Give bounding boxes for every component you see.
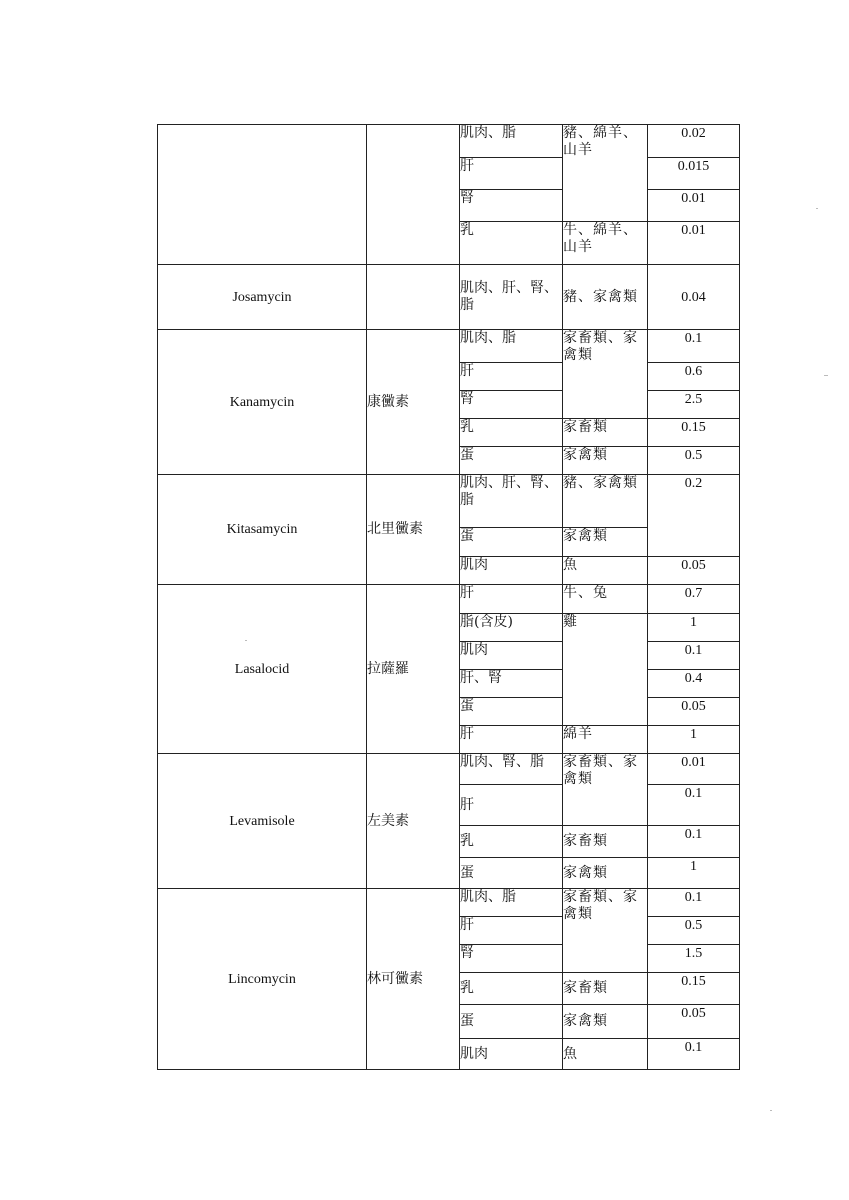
drug-name-cell: Kanamycin bbox=[158, 330, 367, 475]
species-cell: 綿羊 bbox=[563, 726, 648, 754]
tissue-cell: 肌肉、脂 bbox=[460, 889, 563, 917]
drug-name-cell: Josamycin bbox=[158, 265, 367, 330]
mrl-cell: 0.05 bbox=[648, 557, 740, 585]
mrl-cell: 2.5 bbox=[648, 391, 740, 419]
table-row bbox=[158, 754, 740, 785]
mrl-cell: 0.5 bbox=[648, 917, 740, 945]
species-cell: 家禽類 bbox=[563, 447, 648, 475]
tissue-cell: 肝 bbox=[460, 158, 563, 190]
species-cell: 家畜類、家禽類 bbox=[563, 754, 648, 826]
drug-chinese-cell: 康黴素 bbox=[367, 330, 460, 475]
tissue-cell: 乳 bbox=[460, 973, 563, 1005]
species-cell: 牛、綿羊、山羊 bbox=[563, 222, 648, 265]
drug-chinese-cell: 左美素 bbox=[367, 754, 460, 889]
drug-chinese-cell: 北里黴素 bbox=[367, 475, 460, 585]
mrl-cell: 0.6 bbox=[648, 363, 740, 391]
mrl-cell: 0.1 bbox=[648, 889, 740, 917]
table-row bbox=[158, 330, 740, 363]
tissue-cell: 蛋 bbox=[460, 858, 563, 889]
tissue-cell: 乳 bbox=[460, 826, 563, 858]
table-row bbox=[158, 125, 740, 158]
scan-speck bbox=[824, 375, 828, 376]
tissue-cell: 蛋 bbox=[460, 1005, 563, 1039]
mrl-cell: 0.01 bbox=[648, 222, 740, 265]
mrl-cell: 0.5 bbox=[648, 447, 740, 475]
species-cell: 家畜類、家禽類 bbox=[563, 330, 648, 419]
species-cell: 家禽類 bbox=[563, 858, 648, 889]
tissue-cell: 肝 bbox=[460, 726, 563, 754]
species-cell: 家畜類 bbox=[563, 419, 648, 447]
drug-chinese-cell: 拉薩羅 bbox=[367, 585, 460, 754]
mrl-cell: 0.02 bbox=[648, 125, 740, 158]
mrl-cell: 0.1 bbox=[648, 330, 740, 363]
species-cell: 家畜類 bbox=[563, 826, 648, 858]
tissue-cell: 肌肉、脂 bbox=[460, 125, 563, 158]
tissue-cell: 腎 bbox=[460, 190, 563, 222]
tissue-cell: 肌肉 bbox=[460, 557, 563, 585]
tissue-cell: 肝 bbox=[460, 585, 563, 614]
species-cell: 魚 bbox=[563, 1039, 648, 1070]
drug-name-cell bbox=[158, 125, 367, 265]
species-cell: 豬、綿羊、山羊 bbox=[563, 125, 648, 222]
species-cell: 豬、家禽類 bbox=[563, 265, 648, 330]
tissue-cell: 肌肉、脂 bbox=[460, 330, 563, 363]
species-cell: 豬、家禽類 bbox=[563, 475, 648, 528]
mrl-cell: 0.1 bbox=[648, 826, 740, 858]
drug-name-cell: Kitasamycin bbox=[158, 475, 367, 585]
mrl-cell: 1 bbox=[648, 858, 740, 889]
drug-chinese-cell bbox=[367, 265, 460, 330]
species-cell: 魚 bbox=[563, 557, 648, 585]
mrl-table bbox=[157, 124, 740, 1070]
mrl-cell: 0.15 bbox=[648, 419, 740, 447]
drug-name-cell: Lasalocid bbox=[158, 585, 367, 754]
drug-name-cell: Levamisole bbox=[158, 754, 367, 889]
tissue-cell: 肝 bbox=[460, 363, 563, 391]
mrl-cell: 0.2 bbox=[648, 475, 740, 557]
species-cell: 牛、兔 bbox=[563, 585, 648, 614]
tissue-cell: 蛋 bbox=[460, 447, 563, 475]
tissue-cell: 肌肉 bbox=[460, 642, 563, 670]
scan-speck bbox=[770, 1110, 772, 1111]
table-row bbox=[158, 265, 740, 330]
species-cell: 家畜類 bbox=[563, 973, 648, 1005]
scan-speck bbox=[816, 208, 818, 209]
mrl-cell: 0.1 bbox=[648, 642, 740, 670]
mrl-cell: 0.04 bbox=[648, 265, 740, 330]
species-cell: 家畜類、家禽類 bbox=[563, 889, 648, 973]
mrl-cell: 0.01 bbox=[648, 754, 740, 785]
drug-name-cell: Lincomycin bbox=[158, 889, 367, 1070]
mrl-cell: 0.05 bbox=[648, 1005, 740, 1039]
table-row bbox=[158, 475, 740, 528]
mrl-cell: 0.015 bbox=[648, 158, 740, 190]
species-cell: 家禽類 bbox=[563, 528, 648, 557]
tissue-cell: 肝 bbox=[460, 785, 563, 826]
mrl-cell: 0.01 bbox=[648, 190, 740, 222]
scan-speck bbox=[245, 640, 247, 641]
tissue-cell: 腎 bbox=[460, 391, 563, 419]
tissue-cell: 肌肉 bbox=[460, 1039, 563, 1070]
mrl-cell: 1 bbox=[648, 614, 740, 642]
mrl-cell: 1.5 bbox=[648, 945, 740, 973]
tissue-cell: 肝、腎 bbox=[460, 670, 563, 698]
mrl-cell: 0.05 bbox=[648, 698, 740, 726]
table-row bbox=[158, 585, 740, 614]
tissue-cell: 肝 bbox=[460, 917, 563, 945]
table-row bbox=[158, 889, 740, 917]
tissue-cell: 蛋 bbox=[460, 698, 563, 726]
mrl-cell: 0.1 bbox=[648, 785, 740, 826]
tissue-cell: 肌肉、肝、腎、脂 bbox=[460, 475, 563, 528]
mrl-cell: 0.15 bbox=[648, 973, 740, 1005]
tissue-cell: 腎 bbox=[460, 945, 563, 973]
species-cell: 家禽類 bbox=[563, 1005, 648, 1039]
tissue-cell: 蛋 bbox=[460, 528, 563, 557]
drug-chinese-cell bbox=[367, 125, 460, 265]
tissue-cell: 肌肉、肝、腎、脂 bbox=[460, 265, 563, 330]
mrl-cell: 1 bbox=[648, 726, 740, 754]
tissue-cell: 脂(含皮) bbox=[460, 614, 563, 642]
mrl-cell: 0.7 bbox=[648, 585, 740, 614]
tissue-cell: 乳 bbox=[460, 419, 563, 447]
tissue-cell: 乳 bbox=[460, 222, 563, 265]
tissue-cell: 肌肉、腎、脂 bbox=[460, 754, 563, 785]
species-cell: 雞 bbox=[563, 614, 648, 726]
mrl-cell: 0.1 bbox=[648, 1039, 740, 1070]
mrl-cell: 0.4 bbox=[648, 670, 740, 698]
drug-chinese-cell: 林可黴素 bbox=[367, 889, 460, 1070]
